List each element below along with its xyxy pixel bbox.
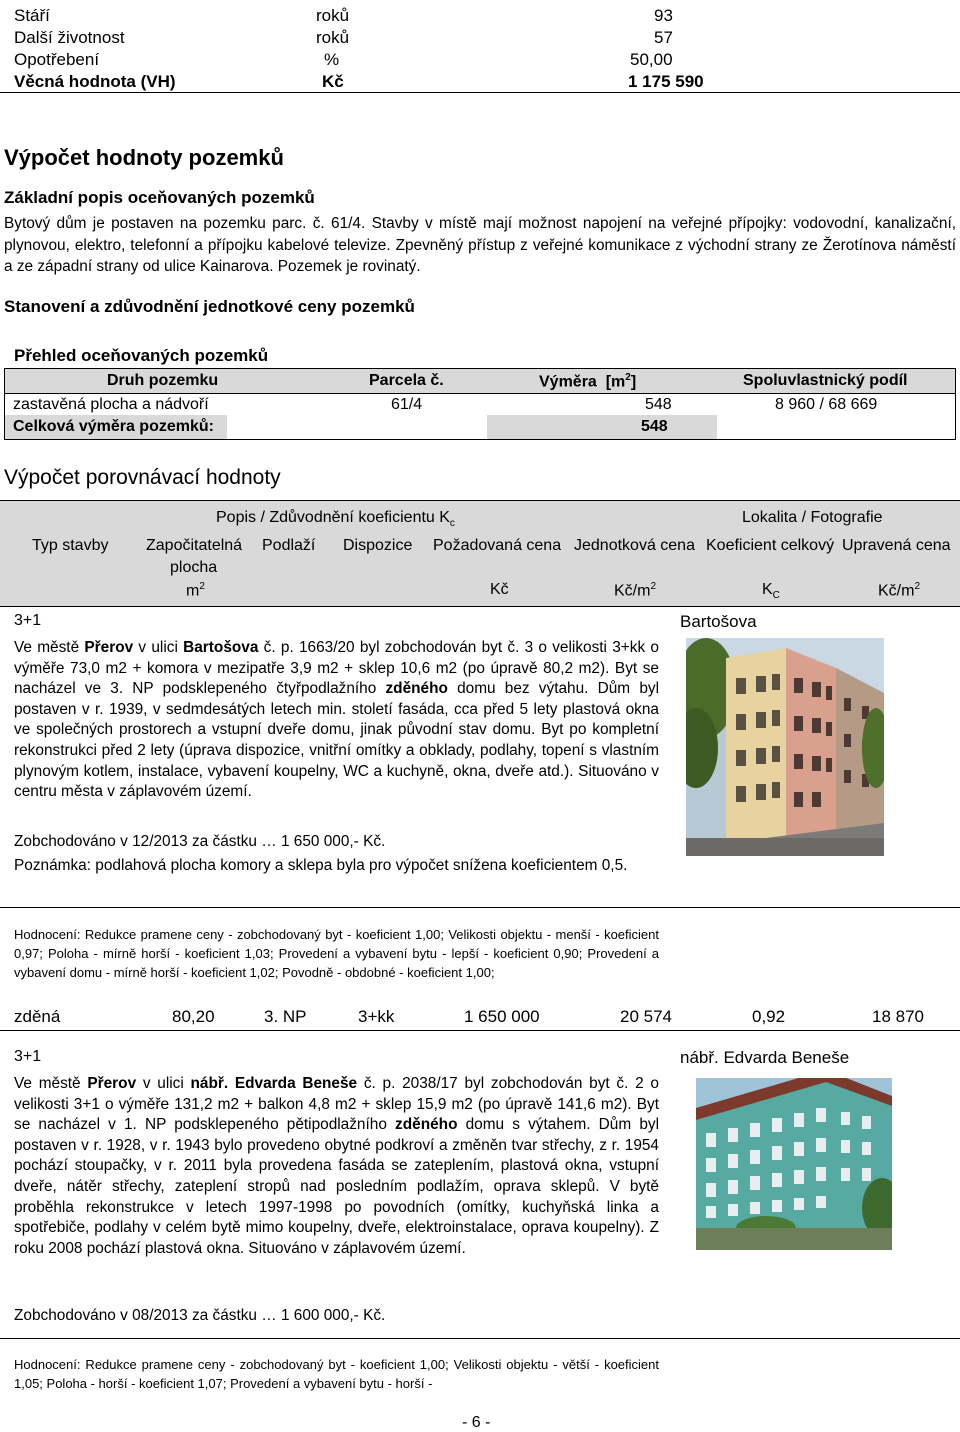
unit-coef: $K_C$: [762, 581, 780, 602]
row-label: Další životnost: [14, 28, 125, 47]
item-location: nábř. Edvarda Beneše: [680, 1048, 850, 1067]
top-table-row: [0, 4, 960, 26]
material: zděného: [395, 1116, 458, 1134]
city: Přerov: [87, 1075, 137, 1092]
row-label: Stáří: [14, 6, 50, 25]
total-shade: [487, 415, 717, 439]
item-traded: Zobchodováno v 08/2013 za částku … 1 600 000,- Kč.: [14, 1307, 386, 1324]
col-type-header: Druh pozemku: [107, 372, 219, 389]
col-share-header: Spoluvlastnický podíl: [743, 372, 908, 389]
col-type: Typ stavby: [32, 537, 109, 554]
unit-price-heading: Stanovení a zdůvodnění jednotkové ceny pozemků: [4, 297, 415, 316]
building-photo-image: [686, 638, 884, 856]
separator: [0, 1338, 960, 1339]
street: nábř. Edvarda Beneše: [190, 1075, 358, 1092]
area-unit-sup: 2: [625, 372, 631, 383]
item-note: Poznámka: podlahová plocha komory a sklepa byla pro výpočet snížena koeficientem 0,5.: [14, 857, 628, 874]
separator: [0, 907, 960, 908]
street: Bartošova: [183, 639, 259, 656]
item-description: Ve městě Přerov v ulici nábř. Edvarda Beneše č. p. 2038/17 byl zobchodován byt č. 2 o velikosti 3+1 o výměře 131,2 m2 + balkon 4,8 m2 + sklep 15,9 m2 (po úpravě 141,6 m2). Byt se nacházel v 1. NP podsklepeného pětipodlažního zděného domu s výtahem. Dům byl postaven v r. 1928, v r. 1943 bylo provedeno obytné podkroví a změněn tvar střechy, z r. 1954 pochází stoupačky, v r. 2011 byla provedena fasáda se zateplením, plastová okna, vstupní dveře, nátěr střechy, zateplení stropů nad posledním podlažím, oprava sklepů. V bytě proběhla rekonstrukce v letech 1997-1998 po povodních (omítky, kuchyňská linka a spotřebiče, podlahy v celém bytě mimo koupelny, dveře, elektroinstalace, oprava koupelny). Z roku 2008 pochází plastová okna. Situováno v záplavovém území.: [14, 1075, 659, 1257]
col-floor: Podlaží: [262, 537, 316, 554]
building-photo: [696, 1078, 892, 1250]
item-description: Ve městě Přerov v ulici Bartošova č. p. 1663/20 byl zobchodován byt č. 3 o velikosti 3+kk o výměře 73,0 m2 + komora v mezipatře 3,9 m2 + sklep 10,6 m2 (po úpravě 80,2 m2). Byt se nacházel ve 3. NP podsklepeného čtyřpodlažního zděného domu bez výtahu. Dům byl postaven v r. 1939, v sedmdesátých letech min. století fasáda, cca před 5 lety plastová okna ve společných prostorech a vstupní dveře domu, jinak původní stav domu. Byt po kompletní rekonstrukci před 2 lety (úprava dispozice, vnitřní omítky a obklady, podlahy, topení s vlastním plynovým kotlem, instalace, vybavení koupelny, WC a kuchyně, okna, dveře atd.). Situováno v centru města v záplavovém území.: [14, 639, 659, 801]
section-title: Výpočet hodnoty pozemků: [4, 145, 284, 170]
col-parcel-header: Parcela č.: [369, 372, 444, 389]
val-adjusted: 18 870: [872, 1007, 924, 1026]
row-value: 57: [654, 28, 673, 47]
val-type: zděná: [14, 1007, 61, 1026]
item-evaluation: Hodnocení: Redukce pramene ceny - zobchodovaný byt - koeficient 1,00; Velikosti objektu - větší - koeficient 1,05; Poloha - horší - koeficient 1,07; Provedení a vybavení bytu - horší -: [14, 1357, 659, 1391]
val-unit-price: 20 574: [620, 1007, 672, 1026]
val-coef: 0,92: [752, 1007, 786, 1026]
top-table-row: [0, 26, 960, 48]
comparison-heading: Výpočet porovnávací hodnoty: [4, 466, 281, 489]
description-label: Popis / Zdůvodnění koeficientu $K_c$: [216, 509, 455, 530]
row-type: zastavěná plocha a nádvoří: [13, 396, 209, 413]
row-label: Opotřebení: [14, 50, 100, 69]
building-photo-image: [696, 1078, 892, 1250]
land-overview-heading: Přehled oceňovaných pozemků: [14, 346, 269, 365]
unit-price: Kč: [490, 581, 509, 598]
col-area-2: plocha: [170, 559, 218, 576]
col-layout: Dispozice: [343, 537, 413, 554]
row-unit: roků: [316, 6, 350, 25]
val-area: 80,20: [172, 1007, 215, 1026]
row-value: 93: [654, 6, 673, 25]
col-adjusted: Upravená cena: [842, 537, 951, 554]
top-table-row-total: [0, 70, 960, 93]
val-layout: 3+kk: [358, 1007, 395, 1026]
top-table-row: [0, 48, 960, 70]
unit-adjusted: $Kč/m^2$: [878, 581, 921, 600]
row-unit: roků: [316, 28, 350, 47]
row-label: Věcná hodnota (VH): [14, 72, 176, 91]
row-area: 548: [645, 396, 672, 413]
col-area: Započitatelná: [146, 537, 243, 554]
item-evaluation: Hodnocení: Redukce pramene ceny - zobchodovaný byt - koeficient 1,00; Velikosti objektu - menší - koeficient 0,97; Poloha - mírně horší - koeficient 1,03; Provedení a vybavení bytu - lepší - koeficient 0,90; Provedení a vybavení domu - mírně horší - koeficient 1,02; Povodně - obdobné - koeficient 1,00;: [14, 927, 659, 980]
unit-unit-price: $Kč/m^2$: [614, 581, 657, 600]
area-unit: [m: [605, 373, 626, 391]
city: Přerov: [84, 639, 134, 656]
location-label: Lokalita / Fotografie: [742, 509, 883, 526]
basic-description-heading: Základní popis oceňovaných pozemků: [4, 188, 315, 207]
item-values-row: [0, 1004, 960, 1031]
col-area-header: [539, 372, 636, 391]
val-floor: 3. NP: [264, 1007, 307, 1026]
row-parcel: 61/4: [391, 396, 423, 413]
item-traded: Zobchodováno v 12/2013 za částku … 1 650 000,- Kč.: [14, 833, 386, 850]
val-price: 1 650 000: [464, 1007, 540, 1026]
col-unit-price: Jednotková cena: [574, 537, 695, 554]
item-location: Bartošova: [680, 612, 757, 631]
material: zděného: [385, 680, 448, 698]
land-table: [4, 368, 956, 440]
col-coef: Koeficient celkový: [706, 537, 835, 554]
item-layout-label: 3+1: [14, 1048, 42, 1065]
area-label: Výměra: [539, 373, 597, 391]
row-unit: Kč: [322, 72, 344, 91]
page-number: - 6 -: [462, 1414, 491, 1431]
comparison-table-header: [0, 500, 960, 607]
row-value: 1 175 590: [628, 72, 704, 91]
item-layout-label: 3+1: [14, 612, 42, 629]
row-unit: %: [324, 50, 340, 69]
building-photo: [686, 638, 884, 856]
row-share: 8 960 / 68 669: [775, 396, 878, 413]
basic-description-text: Bytový dům je postaven na pozemku parc. č. 61/4. Stavby v místě mají možnost napojení na veřejné přípojky: vodovodní, kanalizační, plynovou, elektro, telefonní a přípojku kabelové televize. Zpevněný přístup z veřejné komunikace z východní strany ze Žerotínova náměstí a ze západní strany od ulice Kainarova. Pozemek je rovinatý.: [4, 215, 956, 275]
col-price: Požadovaná cena: [433, 537, 562, 554]
total-area: 548: [641, 418, 668, 435]
area-unit-close: ]: [630, 373, 637, 391]
total-label: Celková výměra pozemků:: [13, 418, 214, 435]
row-value: 50,00: [630, 50, 673, 69]
unit-area: $m^2$: [186, 581, 205, 600]
